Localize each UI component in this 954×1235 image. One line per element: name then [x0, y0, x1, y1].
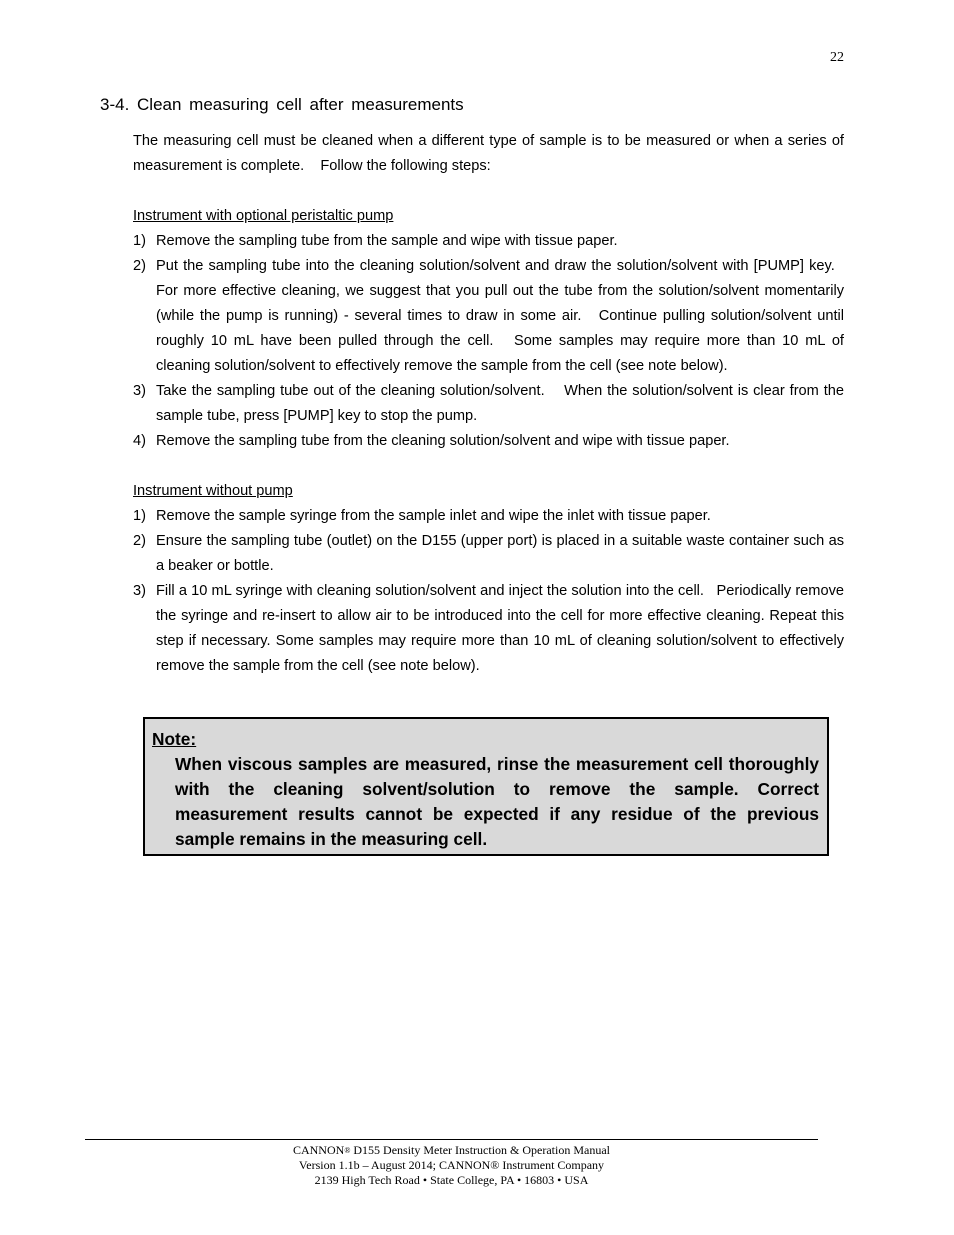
registered-mark: ® — [344, 1146, 351, 1155]
footer-line-3: 2139 High Tech Road • State College, PA • 16803 • USA — [314, 1173, 589, 1187]
list-item: 2) Ensure the sampling tube (outlet) on the D155 (upper port) is placed in a suitable waste container such as a beaker or bottle. — [133, 533, 844, 574]
list-item: 3) Take the sampling tube out of the cleaning solution/solvent. When the solution/solvent is clear from the sample tube, press [PUMP] key to stop the pump. — [133, 383, 844, 424]
list-item: 4) Remove the sampling tube from the cleaning solution/solvent and wipe with tissue paper. — [133, 433, 730, 449]
page-number: 22 — [830, 50, 844, 65]
list-item: 2) Put the sampling tube into the cleaning solution/solvent and draw the solution/solvent with [PUMP] key. For more effective cleaning, we suggest that you pull out the tube from the solution/solvent momentarily (while the pump is running) - several times to draw in some air. Continue pulling solution/solvent until roughly 10 mL have been pulled through the cell. Some samples may require more than 10 mL of cleaning solution/solvent to effectively remove the sample from the cell (see note below). — [133, 258, 844, 374]
note-label: Note: — [152, 729, 197, 749]
list-item: 1) Remove the sampling tube from the sample and wipe with tissue paper. — [133, 233, 618, 249]
nopump-section-heading: Instrument without pump — [133, 483, 293, 499]
registered-mark: ® — [490, 1158, 500, 1172]
list-item: 1) Remove the sample syringe from the sample inlet and wipe the inlet with tissue paper. — [133, 508, 711, 524]
footer-line-2: Version 1.1b – August 2014; CANNON® Instrument Company — [298, 1158, 605, 1172]
main-content — [133, 129, 844, 679]
nopump-steps-list — [133, 504, 844, 679]
intro-paragraph: The measuring cell must be cleaned when a different type of sample is to be measured or when a series of measurement is complete. Follow the following steps: — [133, 133, 844, 174]
footer-divider — [85, 1139, 818, 1140]
list-item: 3) Fill a 10 mL syringe with cleaning solution/solvent and inject the solution into the cell. Periodically remove the syringe and re-insert to allow air to be introduced into the cell for more effective cleaning. Repeat this step if necessary. Some samples may require more than 10 mL of cleaning solution/solvent to effectively remove the sample from the cell (see note below). — [133, 583, 844, 674]
note-box — [143, 717, 829, 856]
section-title: 3-4. Clean measuring cell after measurements — [100, 95, 464, 114]
brand-name: CANNON — [292, 1143, 345, 1157]
pump-steps-list — [133, 229, 844, 454]
brand-name: CANNON — [438, 1158, 491, 1172]
note-text: When viscous samples are measured, rinse the measurement cell thoroughly with the cleaning solvent/solution to remove the sample. Correct measurement results cannot be expected if any residue of the previous sample remains in the measuring cell. — [175, 754, 819, 849]
pump-section-heading: Instrument with optional peristaltic pump — [133, 208, 394, 224]
footer-line-1: CANNON® D155 Density Meter Instruction & Operation Manual — [292, 1143, 611, 1157]
page-footer — [85, 1143, 818, 1188]
